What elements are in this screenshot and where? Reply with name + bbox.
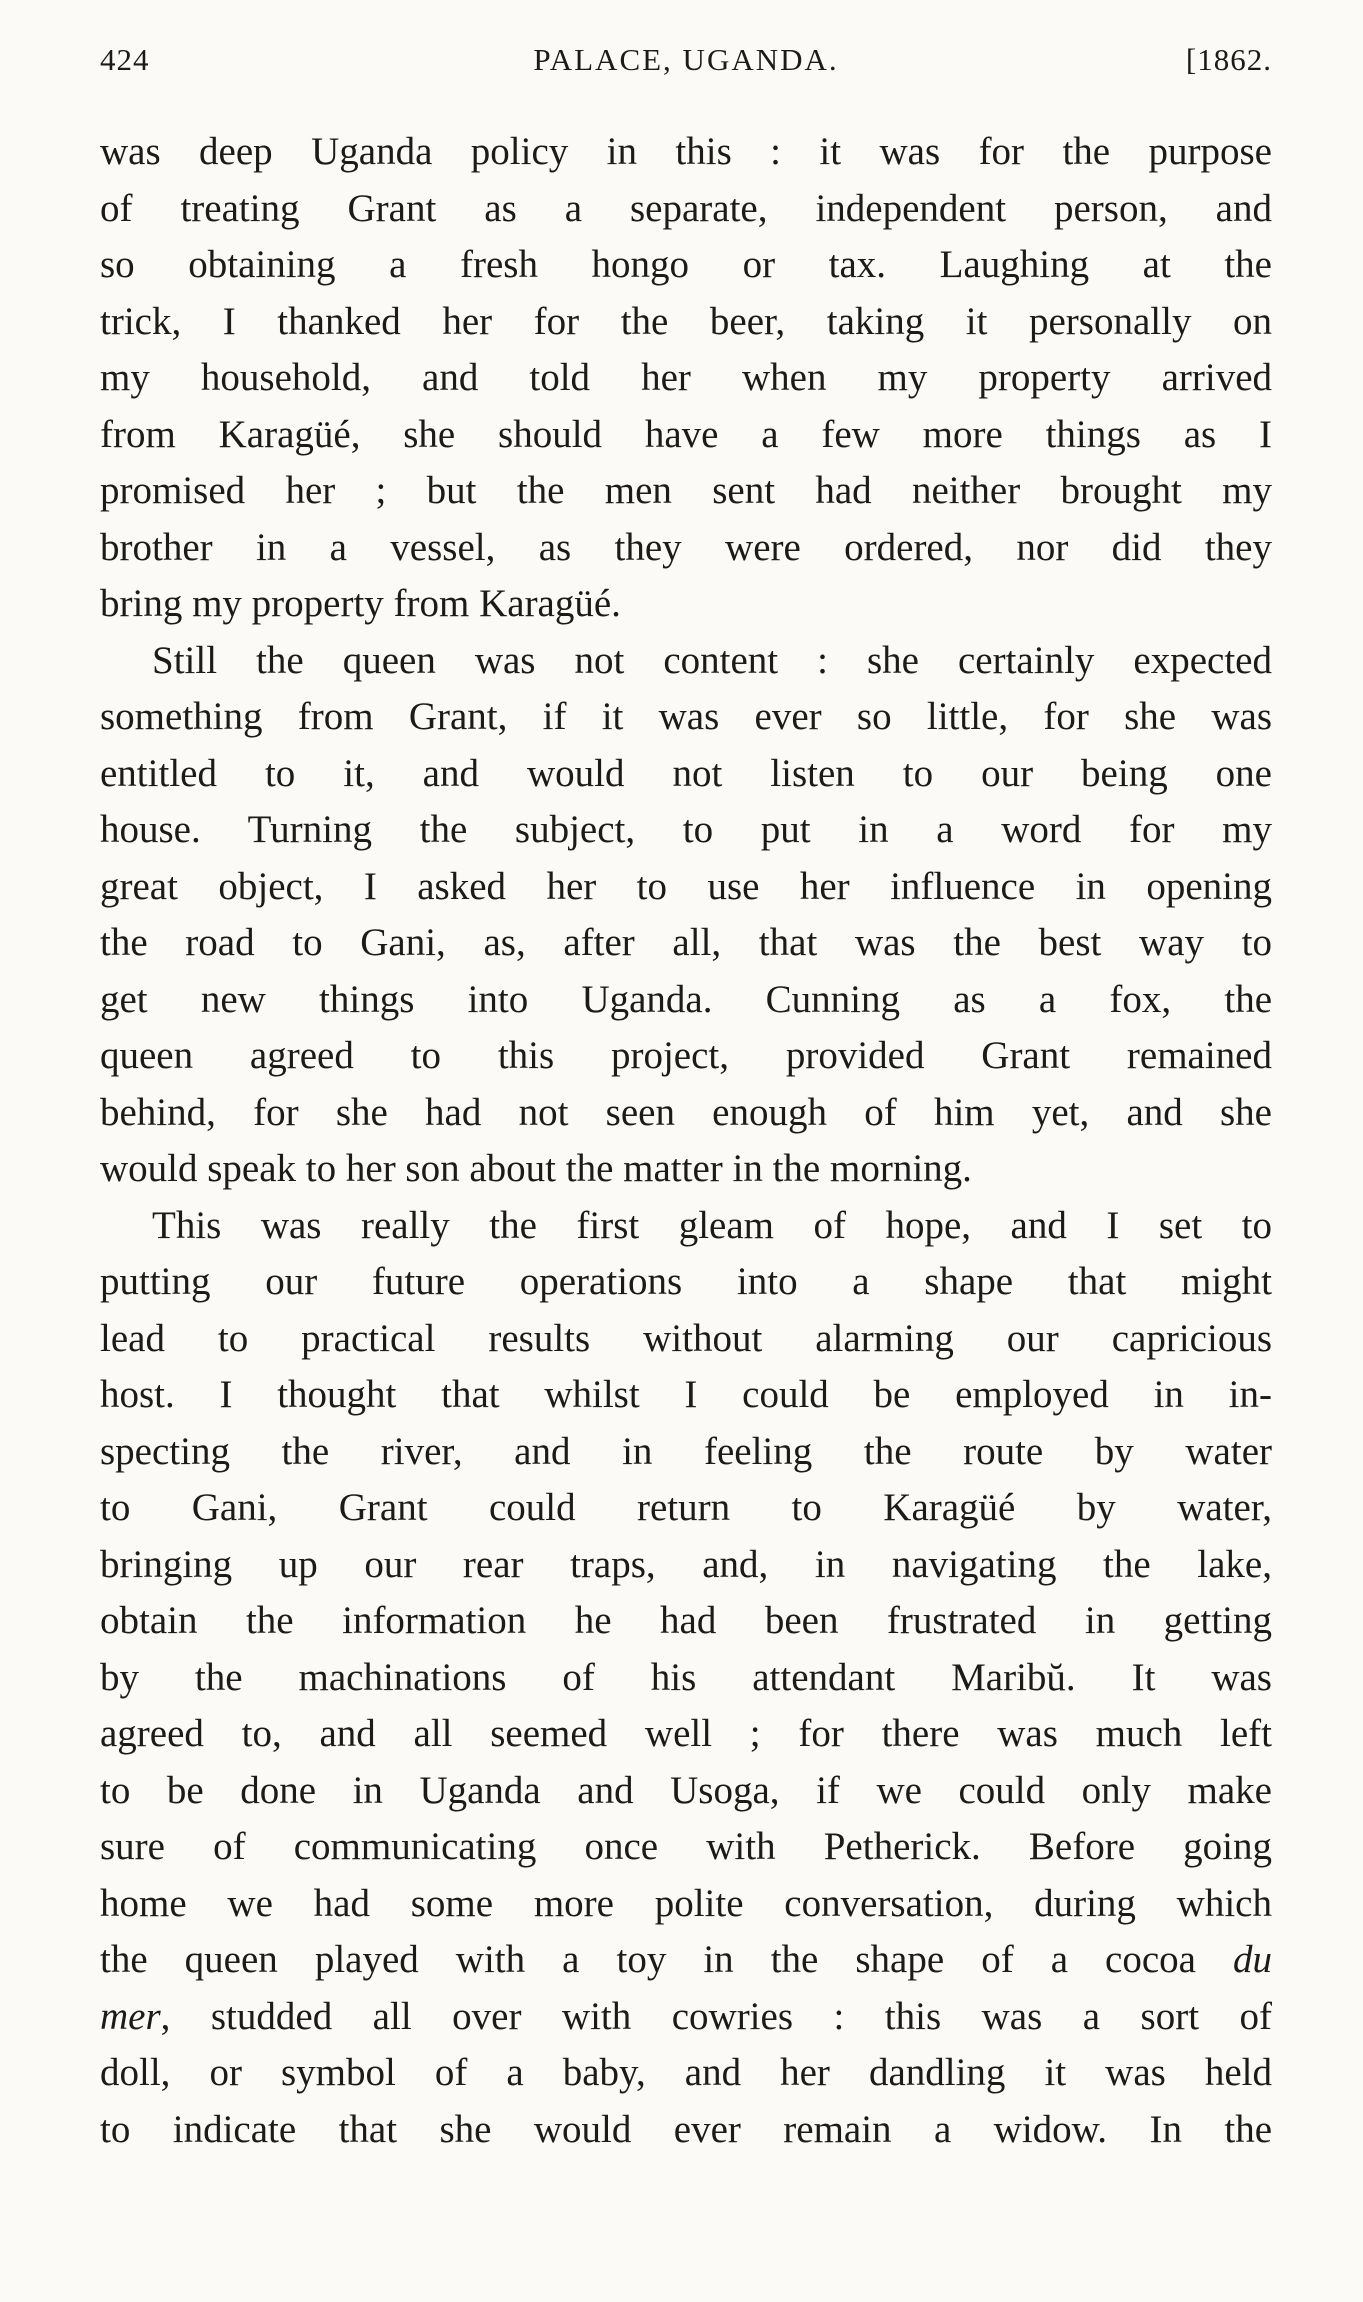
text-line: doll, or symbol of a baby, and her dandling it was held [100, 2051, 1272, 2094]
running-year: [1862. [1185, 42, 1272, 77]
text-line: house. Turning the subject, to put in a word for my [100, 808, 1272, 851]
text-line: was deep Uganda policy in this : it was for the purpose [100, 130, 1272, 173]
text-line: specting the river, and in feeling the route by water [100, 1429, 1272, 1473]
text-line: get new things into Uganda. Cunning as a fox, the [100, 977, 1272, 1021]
running-title: PALACE, UGANDA. [533, 42, 839, 77]
text-line: queen agreed to this project, provided Grant remained [100, 1034, 1272, 1077]
body-text [100, 124, 1272, 2158]
text-line-with-italic-start [100, 1989, 1272, 2046]
paragraph-start-line: Still the queen was not content : she certainly expected [152, 638, 1272, 682]
text-line: to be done in Uganda and Usoga, if we could only make [100, 1768, 1272, 1812]
italic-word: mer [100, 1994, 161, 2038]
text-line: from Karagüé, she should have a few more things as I [100, 412, 1272, 456]
italic-word: du [1233, 1938, 1272, 1981]
text-segment: the queen played with a toy in the shape of a cocoa [100, 1938, 1196, 1981]
text-line: to indicate that she would ever remain a widow. In the [100, 2107, 1272, 2151]
text-line: putting our future operations into a shape that might [100, 1260, 1272, 1303]
page-number: 424 [100, 42, 150, 77]
text-line: behind, for she had not seen enough of him yet, and she [100, 1090, 1272, 1134]
paragraph-start-line: This was really the first gleam of hope, and I set to [152, 1203, 1272, 1247]
text-line: to Gani, Grant could return to Karagüé by water, [100, 1486, 1272, 1529]
text-line: great object, I asked her to use her influence in opening [100, 864, 1272, 908]
text-line: obtain the information he had been frustrated in getting [100, 1599, 1272, 1642]
text-line: so obtaining a fresh hongo or tax. Laughing at the [100, 243, 1272, 286]
text-line: trick, I thanked her for the beer, taking it personally on [100, 299, 1272, 343]
text-line: entitled to it, and would not listen to our being one [100, 751, 1272, 795]
text-line: home we had some more polite conversation, during which [100, 1881, 1272, 1925]
text-line: agreed to, and all seemed well ; for there was much left [100, 1712, 1272, 1755]
text-line: by the machinations of his attendant Maribŭ. It was [100, 1655, 1272, 1699]
text-line: my household, and told her when my property arrived [100, 356, 1272, 399]
text-line-with-italic-end [100, 1932, 1272, 1989]
text-line: bring my property from Karagüé. [100, 582, 621, 625]
text-line: host. I thought that whilst I could be employed in in- [100, 1373, 1272, 1416]
text-line: something from Grant, if it was ever so little, for she was [100, 695, 1272, 738]
text-segment: , studded all over with cowries : this was a sort of [160, 1994, 1272, 2038]
text-line: sure of communicating once with Petherick. Before going [100, 1825, 1272, 1868]
running-head [100, 42, 1272, 98]
text-line: promised her ; but the men sent had neither brought my [100, 469, 1272, 512]
text-line: of treating Grant as a separate, independent person, and [100, 186, 1272, 230]
text-line: would speak to her son about the matter in the morning. [100, 1147, 972, 1190]
text-line: brother in a vessel, as they were ordered, nor did they [100, 525, 1272, 569]
text-line: bringing up our rear traps, and, in navigating the lake, [100, 1542, 1272, 1586]
text-line: the road to Gani, as, after all, that was the best way to [100, 921, 1272, 964]
text-line: lead to practical results without alarming our capricious [100, 1316, 1272, 1360]
